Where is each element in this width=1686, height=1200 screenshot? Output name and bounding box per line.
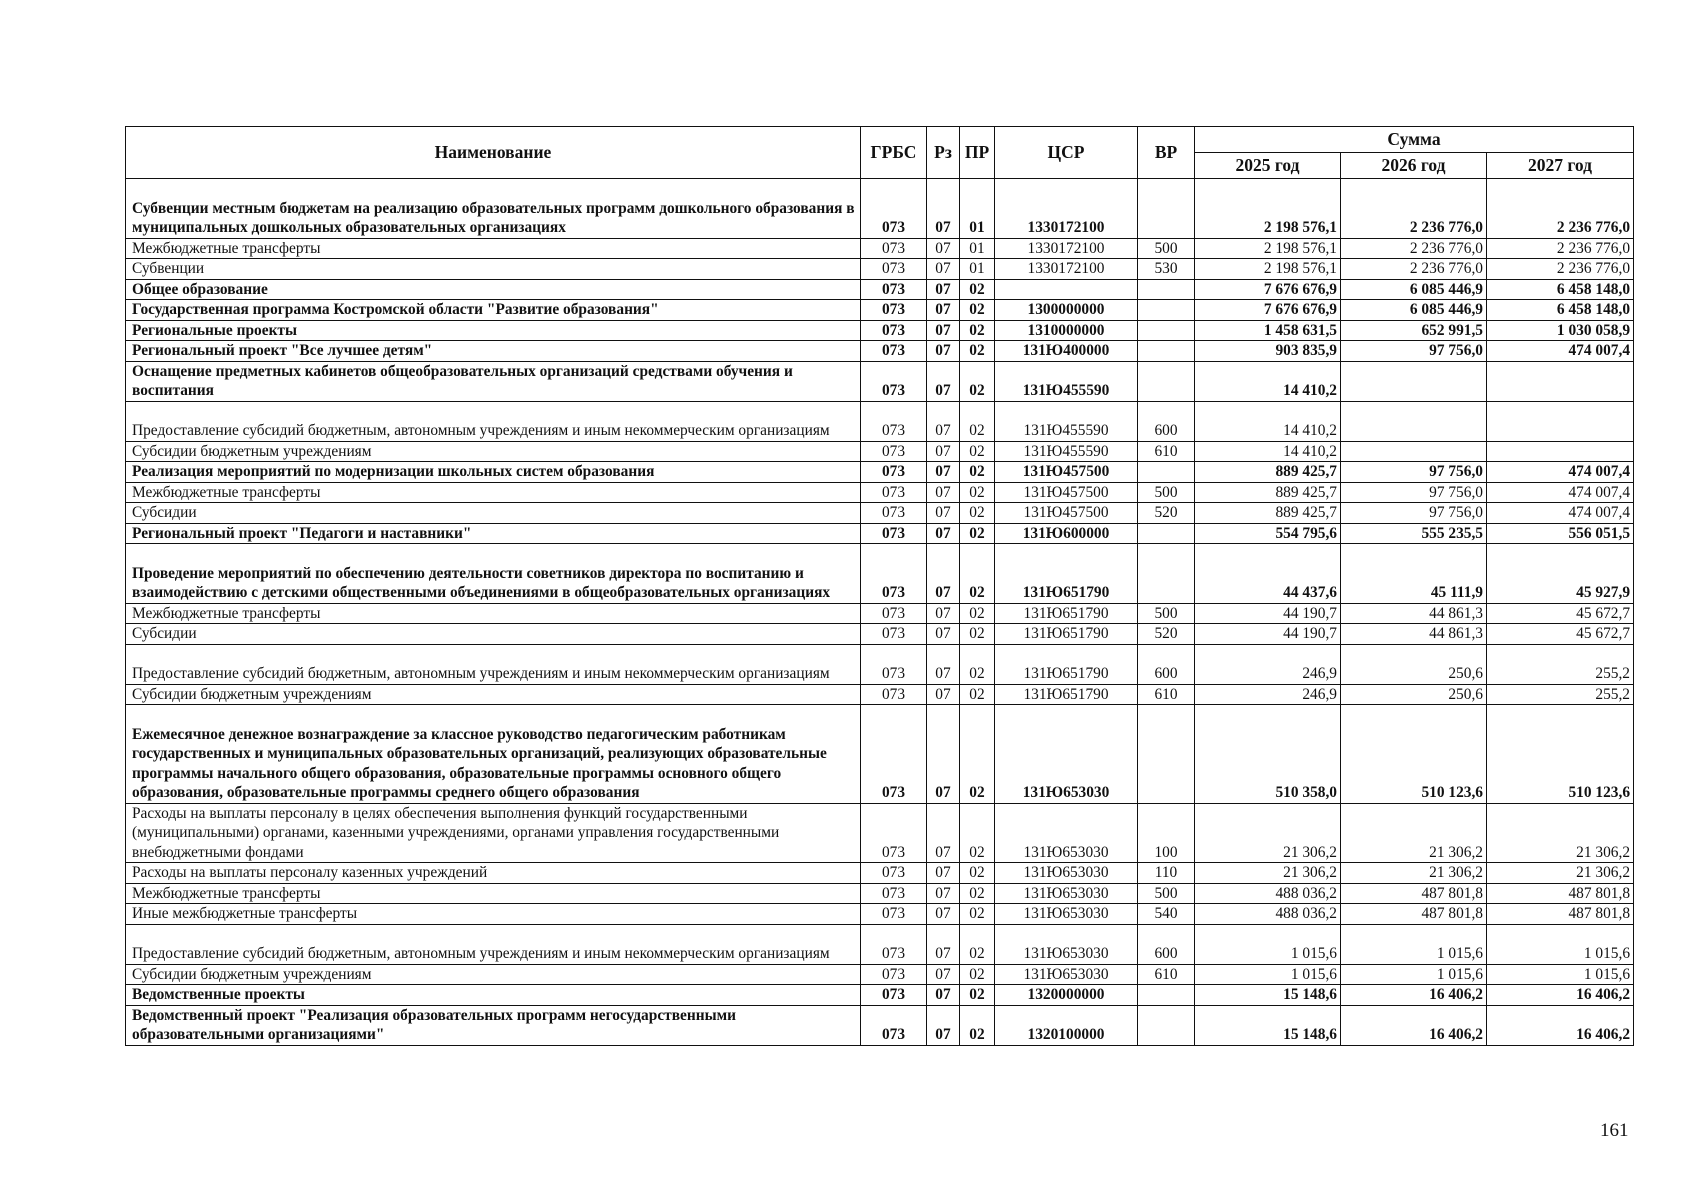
cell-2027: 1 015,6	[1487, 924, 1634, 964]
cell-name: Оснащение предметных кабинетов общеобразовательных организаций средствами обучения и воспитания	[126, 361, 861, 401]
cell-2027: 474 007,4	[1487, 482, 1634, 503]
cell-grbs: 073	[861, 482, 927, 503]
cell-2027: 1 015,6	[1487, 964, 1634, 985]
cell-pr: 02	[960, 985, 995, 1006]
cell-name: Предоставление субсидий бюджетным, автономным учреждениям и иным некоммерческим организациям	[126, 401, 861, 441]
cell-2027: 474 007,4	[1487, 462, 1634, 483]
cell-2026: 2 236 776,0	[1341, 259, 1487, 280]
cell-pr: 01	[960, 179, 995, 239]
cell-vr	[1138, 300, 1195, 321]
cell-pr: 02	[960, 544, 995, 604]
table-row	[126, 964, 1634, 985]
table-row	[126, 300, 1634, 321]
cell-name: Государственная программа Костромской области "Развитие образования"	[126, 300, 861, 321]
cell-2026: 487 801,8	[1341, 883, 1487, 904]
cell-rz: 07	[927, 863, 960, 884]
cell-pr: 02	[960, 863, 995, 884]
table-row	[126, 803, 1634, 863]
cell-2027: 16 406,2	[1487, 1005, 1634, 1045]
cell-vr: 600	[1138, 644, 1195, 684]
table-row	[126, 503, 1634, 524]
cell-pr: 01	[960, 259, 995, 280]
cell-2026: 16 406,2	[1341, 1005, 1487, 1045]
cell-grbs: 073	[861, 985, 927, 1006]
cell-2026: 510 123,6	[1341, 705, 1487, 804]
cell-name: Расходы на выплаты персоналу казенных учреждений	[126, 863, 861, 884]
cell-pr: 02	[960, 320, 995, 341]
cell-2025: 246,9	[1195, 684, 1341, 705]
cell-rz: 07	[927, 1005, 960, 1045]
cell-2027: 2 236 776,0	[1487, 259, 1634, 280]
cell-grbs: 073	[861, 401, 927, 441]
cell-2026: 1 015,6	[1341, 964, 1487, 985]
cell-csr: 131Ю653030	[995, 705, 1138, 804]
cell-2027: 2 236 776,0	[1487, 179, 1634, 239]
cell-2027: 510 123,6	[1487, 705, 1634, 804]
cell-2026: 16 406,2	[1341, 985, 1487, 1006]
cell-grbs: 073	[861, 462, 927, 483]
table-row	[126, 361, 1634, 401]
cell-pr: 02	[960, 441, 995, 462]
cell-rz: 07	[927, 705, 960, 804]
cell-grbs: 073	[861, 863, 927, 884]
cell-pr: 02	[960, 523, 995, 544]
cell-rz: 07	[927, 503, 960, 524]
cell-vr: 500	[1138, 238, 1195, 259]
cell-2026: 21 306,2	[1341, 863, 1487, 884]
cell-pr: 02	[960, 503, 995, 524]
cell-name: Предоставление субсидий бюджетным, автономным учреждениям и иным некоммерческим организациям	[126, 644, 861, 684]
cell-2025: 15 148,6	[1195, 985, 1341, 1006]
table-row	[126, 401, 1634, 441]
cell-vr	[1138, 544, 1195, 604]
cell-rz: 07	[927, 603, 960, 624]
cell-2025: 21 306,2	[1195, 863, 1341, 884]
cell-rz: 07	[927, 179, 960, 239]
cell-vr: 540	[1138, 904, 1195, 925]
cell-2025: 7 676 676,9	[1195, 300, 1341, 321]
table-row	[126, 238, 1634, 259]
cell-grbs: 073	[861, 238, 927, 259]
cell-vr	[1138, 985, 1195, 1006]
cell-name: Расходы на выплаты персоналу в целях обеспечения выполнения функций государственными (муниципальными) органами, казенными учреждениями, органами управления государственными внебюджетными фондами	[126, 803, 861, 863]
cell-2025: 889 425,7	[1195, 482, 1341, 503]
table-row	[126, 1005, 1634, 1045]
cell-name: Субвенции	[126, 259, 861, 280]
cell-name: Проведение мероприятий по обеспечению деятельности советников директора по воспитанию и взаимодействию с детскими общественными объединениями в общеобразовательных организациях	[126, 544, 861, 604]
cell-name: Субсидии	[126, 624, 861, 645]
table-row	[126, 924, 1634, 964]
cell-vr	[1138, 705, 1195, 804]
cell-2027: 487 801,8	[1487, 883, 1634, 904]
cell-2025: 2 198 576,1	[1195, 259, 1341, 280]
cell-rz: 07	[927, 341, 960, 362]
cell-grbs: 073	[861, 320, 927, 341]
cell-name: Иные межбюджетные трансферты	[126, 904, 861, 925]
cell-rz: 07	[927, 684, 960, 705]
cell-grbs: 073	[861, 441, 927, 462]
cell-vr: 100	[1138, 803, 1195, 863]
cell-vr	[1138, 462, 1195, 483]
cell-2026: 45 111,9	[1341, 544, 1487, 604]
cell-grbs: 073	[861, 624, 927, 645]
cell-csr: 1330172100	[995, 259, 1138, 280]
cell-2026: 44 861,3	[1341, 603, 1487, 624]
cell-vr	[1138, 341, 1195, 362]
cell-2026: 6 085 446,9	[1341, 300, 1487, 321]
cell-2026: 250,6	[1341, 644, 1487, 684]
cell-vr: 520	[1138, 503, 1195, 524]
cell-vr: 520	[1138, 624, 1195, 645]
cell-2025: 15 148,6	[1195, 1005, 1341, 1045]
cell-2026: 555 235,5	[1341, 523, 1487, 544]
cell-2027: 6 458 148,0	[1487, 279, 1634, 300]
cell-csr: 131Ю653030	[995, 803, 1138, 863]
cell-grbs: 073	[861, 523, 927, 544]
cell-grbs: 073	[861, 803, 927, 863]
cell-csr: 131Ю653030	[995, 924, 1138, 964]
cell-rz: 07	[927, 883, 960, 904]
cell-name: Субсидии бюджетным учреждениям	[126, 684, 861, 705]
cell-csr: 131Ю651790	[995, 684, 1138, 705]
cell-2027: 556 051,5	[1487, 523, 1634, 544]
cell-csr: 131Ю600000	[995, 523, 1138, 544]
cell-name: Предоставление субсидий бюджетным, автономным учреждениям и иным некоммерческим организациям	[126, 924, 861, 964]
table-row	[126, 863, 1634, 884]
cell-2025: 7 676 676,9	[1195, 279, 1341, 300]
cell-csr: 1320000000	[995, 985, 1138, 1006]
cell-pr: 02	[960, 603, 995, 624]
cell-name: Межбюджетные трансферты	[126, 883, 861, 904]
cell-2026	[1341, 441, 1487, 462]
cell-rz: 07	[927, 300, 960, 321]
cell-2025: 14 410,2	[1195, 441, 1341, 462]
cell-csr: 1330172100	[995, 179, 1138, 239]
cell-rz: 07	[927, 964, 960, 985]
cell-vr: 110	[1138, 863, 1195, 884]
cell-vr	[1138, 1005, 1195, 1045]
cell-pr: 02	[960, 705, 995, 804]
cell-2025: 1 458 631,5	[1195, 320, 1341, 341]
cell-vr	[1138, 320, 1195, 341]
cell-rz: 07	[927, 238, 960, 259]
header-year-2027: 2027 год	[1487, 153, 1634, 179]
header-rz: Рз	[927, 127, 960, 179]
header-sum: Сумма	[1195, 127, 1634, 153]
cell-name: Ежемесячное денежное вознаграждение за классное руководство педагогическим работникам государственных и муниципальных образовательных организаций, реализующих образовательные программы начального общего образования, образовательные программы основного общего образования, образовательные программы среднего общего образования	[126, 705, 861, 804]
cell-rz: 07	[927, 482, 960, 503]
cell-pr: 02	[960, 300, 995, 321]
cell-rz: 07	[927, 320, 960, 341]
cell-2026: 97 756,0	[1341, 341, 1487, 362]
cell-csr: 1320100000	[995, 1005, 1138, 1045]
budget-table	[125, 126, 1634, 1046]
cell-csr: 131Ю651790	[995, 544, 1138, 604]
cell-2025: 21 306,2	[1195, 803, 1341, 863]
cell-csr	[995, 279, 1138, 300]
cell-2025: 889 425,7	[1195, 503, 1341, 524]
table-row	[126, 603, 1634, 624]
cell-2025: 510 358,0	[1195, 705, 1341, 804]
cell-2027: 45 672,7	[1487, 603, 1634, 624]
cell-pr: 02	[960, 803, 995, 863]
table-row	[126, 441, 1634, 462]
cell-2025: 14 410,2	[1195, 361, 1341, 401]
cell-rz: 07	[927, 441, 960, 462]
cell-2026	[1341, 361, 1487, 401]
table-header	[126, 127, 1634, 179]
cell-2026: 21 306,2	[1341, 803, 1487, 863]
cell-2026: 97 756,0	[1341, 503, 1487, 524]
cell-name: Реализация мероприятий по модернизации школьных систем образования	[126, 462, 861, 483]
cell-csr: 1310000000	[995, 320, 1138, 341]
cell-pr: 02	[960, 684, 995, 705]
table-row	[126, 883, 1634, 904]
table-row	[126, 904, 1634, 925]
cell-name: Общее образование	[126, 279, 861, 300]
cell-grbs: 073	[861, 644, 927, 684]
cell-csr: 131Ю455590	[995, 361, 1138, 401]
cell-rz: 07	[927, 259, 960, 280]
cell-2026: 2 236 776,0	[1341, 179, 1487, 239]
cell-2027: 487 801,8	[1487, 904, 1634, 925]
cell-name: Ведомственные проекты	[126, 985, 861, 1006]
cell-grbs: 073	[861, 300, 927, 321]
cell-2027: 45 672,7	[1487, 624, 1634, 645]
cell-rz: 07	[927, 904, 960, 925]
cell-pr: 02	[960, 462, 995, 483]
cell-grbs: 073	[861, 603, 927, 624]
cell-csr: 131Ю457500	[995, 462, 1138, 483]
cell-2027: 2 236 776,0	[1487, 238, 1634, 259]
table-row	[126, 644, 1634, 684]
cell-2025: 14 410,2	[1195, 401, 1341, 441]
cell-pr: 02	[960, 964, 995, 985]
cell-2027	[1487, 361, 1634, 401]
cell-name: Субсидии бюджетным учреждениям	[126, 441, 861, 462]
cell-grbs: 073	[861, 503, 927, 524]
cell-2027: 474 007,4	[1487, 503, 1634, 524]
cell-grbs: 073	[861, 179, 927, 239]
table-row	[126, 482, 1634, 503]
cell-pr: 02	[960, 401, 995, 441]
cell-name: Региональные проекты	[126, 320, 861, 341]
cell-2026: 250,6	[1341, 684, 1487, 705]
cell-rz: 07	[927, 644, 960, 684]
cell-vr: 500	[1138, 482, 1195, 503]
cell-csr: 131Ю651790	[995, 644, 1138, 684]
cell-2027: 255,2	[1487, 644, 1634, 684]
cell-grbs: 073	[861, 1005, 927, 1045]
cell-2025: 2 198 576,1	[1195, 238, 1341, 259]
cell-csr: 131Ю455590	[995, 441, 1138, 462]
cell-vr: 500	[1138, 883, 1195, 904]
cell-rz: 07	[927, 462, 960, 483]
cell-2025: 488 036,2	[1195, 904, 1341, 925]
header-name: Наименование	[126, 127, 861, 179]
cell-csr: 131Ю457500	[995, 503, 1138, 524]
header-pr: ПР	[960, 127, 995, 179]
cell-vr	[1138, 523, 1195, 544]
cell-rz: 07	[927, 985, 960, 1006]
cell-2026: 44 861,3	[1341, 624, 1487, 645]
cell-rz: 07	[927, 279, 960, 300]
cell-pr: 02	[960, 624, 995, 645]
cell-2026: 97 756,0	[1341, 482, 1487, 503]
cell-name: Ведомственный проект "Реализация образовательных программ негосударственными образовательными организациями"	[126, 1005, 861, 1045]
cell-vr	[1138, 179, 1195, 239]
cell-pr: 02	[960, 904, 995, 925]
cell-2026: 97 756,0	[1341, 462, 1487, 483]
cell-2025: 246,9	[1195, 644, 1341, 684]
cell-csr: 131Ю653030	[995, 904, 1138, 925]
cell-vr: 530	[1138, 259, 1195, 280]
table-row	[126, 985, 1634, 1006]
cell-2025: 903 835,9	[1195, 341, 1341, 362]
cell-grbs: 073	[861, 684, 927, 705]
cell-2026: 487 801,8	[1341, 904, 1487, 925]
cell-grbs: 073	[861, 341, 927, 362]
cell-rz: 07	[927, 401, 960, 441]
cell-2026	[1341, 401, 1487, 441]
cell-csr: 1330172100	[995, 238, 1138, 259]
cell-name: Региональный проект "Все лучшее детям"	[126, 341, 861, 362]
cell-2027: 21 306,2	[1487, 863, 1634, 884]
table-body	[126, 179, 1634, 1046]
cell-grbs: 073	[861, 883, 927, 904]
cell-pr: 02	[960, 279, 995, 300]
header-year-2025: 2025 год	[1195, 153, 1341, 179]
cell-name: Межбюджетные трансферты	[126, 238, 861, 259]
cell-2027: 255,2	[1487, 684, 1634, 705]
cell-2027: 21 306,2	[1487, 803, 1634, 863]
header-csr: ЦСР	[995, 127, 1138, 179]
cell-name: Субсидии	[126, 503, 861, 524]
cell-2025: 44 437,6	[1195, 544, 1341, 604]
cell-name: Субсидии бюджетным учреждениям	[126, 964, 861, 985]
header-grbs: ГРБС	[861, 127, 927, 179]
cell-vr	[1138, 279, 1195, 300]
cell-vr	[1138, 361, 1195, 401]
cell-2026: 6 085 446,9	[1341, 279, 1487, 300]
cell-vr: 610	[1138, 964, 1195, 985]
header-year-2026: 2026 год	[1341, 153, 1487, 179]
cell-grbs: 073	[861, 904, 927, 925]
table-row	[126, 320, 1634, 341]
cell-2027	[1487, 401, 1634, 441]
cell-pr: 02	[960, 924, 995, 964]
cell-pr: 02	[960, 341, 995, 362]
cell-2025: 2 198 576,1	[1195, 179, 1341, 239]
cell-rz: 07	[927, 624, 960, 645]
cell-pr: 02	[960, 482, 995, 503]
cell-2026: 2 236 776,0	[1341, 238, 1487, 259]
cell-csr: 1300000000	[995, 300, 1138, 321]
cell-pr: 01	[960, 238, 995, 259]
cell-vr: 600	[1138, 924, 1195, 964]
cell-vr: 600	[1138, 401, 1195, 441]
cell-rz: 07	[927, 544, 960, 604]
cell-vr: 500	[1138, 603, 1195, 624]
cell-2027: 6 458 148,0	[1487, 300, 1634, 321]
cell-name: Межбюджетные трансферты	[126, 482, 861, 503]
cell-vr: 610	[1138, 441, 1195, 462]
cell-grbs: 073	[861, 924, 927, 964]
cell-2025: 44 190,7	[1195, 624, 1341, 645]
table-row	[126, 462, 1634, 483]
cell-rz: 07	[927, 924, 960, 964]
cell-csr: 131Ю651790	[995, 624, 1138, 645]
cell-pr: 02	[960, 644, 995, 684]
cell-rz: 07	[927, 803, 960, 863]
cell-csr: 131Ю651790	[995, 603, 1138, 624]
page-number: 161	[1600, 1120, 1629, 1141]
cell-csr: 131Ю653030	[995, 964, 1138, 985]
table-row	[126, 341, 1634, 362]
cell-2027: 16 406,2	[1487, 985, 1634, 1006]
cell-2025: 889 425,7	[1195, 462, 1341, 483]
cell-2025: 554 795,6	[1195, 523, 1341, 544]
cell-2025: 1 015,6	[1195, 964, 1341, 985]
table-row	[126, 179, 1634, 239]
cell-name: Межбюджетные трансферты	[126, 603, 861, 624]
cell-csr: 131Ю457500	[995, 482, 1138, 503]
cell-2027: 474 007,4	[1487, 341, 1634, 362]
cell-grbs: 073	[861, 705, 927, 804]
cell-grbs: 073	[861, 544, 927, 604]
cell-2025: 44 190,7	[1195, 603, 1341, 624]
table-row	[126, 624, 1634, 645]
cell-2026: 652 991,5	[1341, 320, 1487, 341]
cell-csr: 131Ю400000	[995, 341, 1138, 362]
cell-pr: 02	[960, 1005, 995, 1045]
cell-vr: 610	[1138, 684, 1195, 705]
cell-2026: 1 015,6	[1341, 924, 1487, 964]
table-row	[126, 259, 1634, 280]
cell-csr: 131Ю653030	[995, 883, 1138, 904]
table-row	[126, 705, 1634, 804]
cell-pr: 02	[960, 361, 995, 401]
cell-2027: 45 927,9	[1487, 544, 1634, 604]
cell-rz: 07	[927, 361, 960, 401]
cell-2025: 488 036,2	[1195, 883, 1341, 904]
table-row	[126, 523, 1634, 544]
table-row	[126, 684, 1634, 705]
cell-name: Субвенции местным бюджетам на реализацию образовательных программ дошкольного образования в муниципальных дошкольных образовательных организациях	[126, 179, 861, 239]
cell-2027: 1 030 058,9	[1487, 320, 1634, 341]
table-row	[126, 544, 1634, 604]
cell-grbs: 073	[861, 964, 927, 985]
cell-grbs: 073	[861, 279, 927, 300]
cell-2025: 1 015,6	[1195, 924, 1341, 964]
header-vr: ВР	[1138, 127, 1195, 179]
cell-csr: 131Ю455590	[995, 401, 1138, 441]
cell-2027	[1487, 441, 1634, 462]
cell-name: Региональный проект "Педагоги и наставники"	[126, 523, 861, 544]
cell-csr: 131Ю653030	[995, 863, 1138, 884]
budget-table-wrapper	[125, 126, 1633, 1046]
cell-pr: 02	[960, 883, 995, 904]
cell-rz: 07	[927, 523, 960, 544]
cell-grbs: 073	[861, 361, 927, 401]
cell-grbs: 073	[861, 259, 927, 280]
table-row	[126, 279, 1634, 300]
